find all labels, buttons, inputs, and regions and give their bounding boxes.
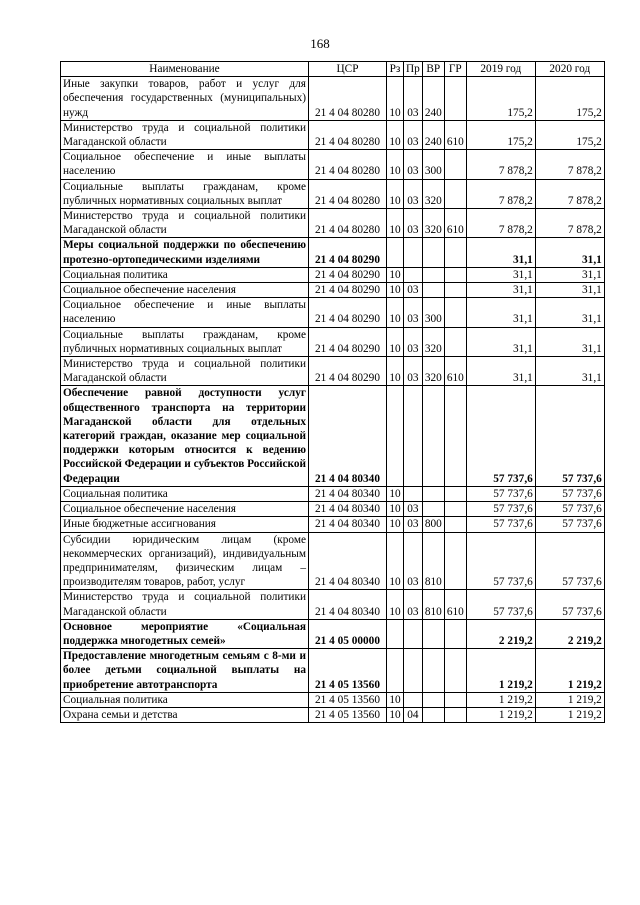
- row-name: Социальное обеспечение и иные выплаты населению: [61, 298, 309, 327]
- table-row: [61, 619, 605, 648]
- row-rz: 10: [387, 502, 404, 517]
- row-pr: [404, 267, 423, 282]
- row-name: Обеспечение равной доступности услуг общественного транспорта на территории Магаданской области для отдельных категорий граждан, оказание мер социальной поддержки которым относится к ведению Российской Федерации и субъектов Российской Федерации: [61, 386, 309, 486]
- table-row: [61, 327, 605, 356]
- row-2019: 57 737,6: [466, 590, 535, 619]
- row-gr: [444, 298, 466, 327]
- row-2020: 57 737,6: [535, 486, 604, 501]
- row-vr: [422, 692, 444, 707]
- row-name: Субсидии юридическим лицам (кроме некоммерческих организаций), индивидуальным предпринимателям, физическим лицам – производителям товаров, работ, услуг: [61, 532, 309, 590]
- row-pr: [404, 386, 423, 486]
- row-gr: [444, 502, 466, 517]
- row-gr: 610: [444, 590, 466, 619]
- row-rz: 10: [387, 77, 404, 121]
- row-pr: 03: [404, 517, 423, 532]
- row-pr: [404, 486, 423, 501]
- row-vr: 300: [422, 298, 444, 327]
- row-2020: 57 737,6: [535, 532, 604, 590]
- row-rz: 10: [387, 179, 404, 208]
- row-gr: 610: [444, 120, 466, 149]
- row-rz: 10: [387, 532, 404, 590]
- row-name: Социальные выплаты гражданам, кроме публичных нормативных социальных выплат: [61, 327, 309, 356]
- row-vr: [422, 238, 444, 267]
- row-rz: 10: [387, 590, 404, 619]
- row-2020: 7 878,2: [535, 150, 604, 179]
- row-pr: 04: [404, 707, 423, 722]
- row-rz: [387, 619, 404, 648]
- table-row: [61, 267, 605, 282]
- row-gr: [444, 486, 466, 501]
- row-csr: 21 4 04 80280: [309, 209, 387, 238]
- row-gr: [444, 283, 466, 298]
- row-pr: 03: [404, 532, 423, 590]
- row-2019: 57 737,6: [466, 486, 535, 501]
- table-row: [61, 238, 605, 267]
- row-csr: 21 4 04 80290: [309, 267, 387, 282]
- row-rz: [387, 649, 404, 693]
- row-2020: 175,2: [535, 77, 604, 121]
- row-rz: 10: [387, 486, 404, 501]
- row-csr: 21 4 05 13560: [309, 649, 387, 693]
- header-pr: Пр: [404, 62, 423, 77]
- row-csr: 21 4 04 80280: [309, 150, 387, 179]
- header-rz: Рз: [387, 62, 404, 77]
- row-vr: [422, 649, 444, 693]
- row-pr: 03: [404, 590, 423, 619]
- row-csr: 21 4 05 13560: [309, 692, 387, 707]
- row-gr: [444, 238, 466, 267]
- row-2020: 31,1: [535, 298, 604, 327]
- table-row: [61, 386, 605, 486]
- row-name: Социальная политика: [61, 692, 309, 707]
- row-pr: 03: [404, 283, 423, 298]
- row-2020: 31,1: [535, 283, 604, 298]
- row-rz: 10: [387, 283, 404, 298]
- row-2019: 175,2: [466, 77, 535, 121]
- row-2019: 57 737,6: [466, 502, 535, 517]
- table-row: [61, 532, 605, 590]
- row-gr: [444, 150, 466, 179]
- table-row: [61, 649, 605, 693]
- row-pr: [404, 238, 423, 267]
- row-2020: 1 219,2: [535, 692, 604, 707]
- row-name: Основное мероприятие «Социальная поддержка многодетных семей»: [61, 619, 309, 648]
- row-vr: [422, 386, 444, 486]
- row-gr: [444, 386, 466, 486]
- row-name: Социальная политика: [61, 267, 309, 282]
- row-2019: 1 219,2: [466, 707, 535, 722]
- table-row: [61, 120, 605, 149]
- table-row: [61, 357, 605, 386]
- table-row: [61, 502, 605, 517]
- row-2020: 2 219,2: [535, 619, 604, 648]
- header-gr: ГР: [444, 62, 466, 77]
- row-pr: 03: [404, 77, 423, 121]
- row-2019: 1 219,2: [466, 692, 535, 707]
- row-csr: 21 4 04 80340: [309, 502, 387, 517]
- row-rz: 10: [387, 267, 404, 282]
- row-csr: 21 4 04 80290: [309, 298, 387, 327]
- row-vr: [422, 619, 444, 648]
- row-rz: 10: [387, 298, 404, 327]
- table-header-row: [61, 62, 605, 77]
- row-2019: 31,1: [466, 283, 535, 298]
- row-rz: 10: [387, 209, 404, 238]
- row-csr: 21 4 04 80280: [309, 179, 387, 208]
- header-2020: 2020 год: [535, 62, 604, 77]
- row-2020: 7 878,2: [535, 209, 604, 238]
- row-pr: 03: [404, 150, 423, 179]
- row-csr: 21 4 05 13560: [309, 707, 387, 722]
- table-row: [61, 283, 605, 298]
- row-gr: [444, 649, 466, 693]
- row-gr: [444, 327, 466, 356]
- header-2019: 2019 год: [466, 62, 535, 77]
- row-rz: 10: [387, 692, 404, 707]
- row-pr: [404, 619, 423, 648]
- row-vr: 240: [422, 77, 444, 121]
- row-csr: 21 4 04 80340: [309, 532, 387, 590]
- table-body: [61, 77, 605, 723]
- row-2019: 57 737,6: [466, 517, 535, 532]
- page-number: 168: [310, 36, 330, 51]
- row-name: Социальное обеспечение населения: [61, 283, 309, 298]
- row-vr: [422, 486, 444, 501]
- row-2020: 31,1: [535, 327, 604, 356]
- row-name: Меры социальной поддержки по обеспечению протезно-ортопедическими изделиями: [61, 238, 309, 267]
- row-gr: [444, 619, 466, 648]
- row-2020: 57 737,6: [535, 517, 604, 532]
- table-row: [61, 692, 605, 707]
- row-name: Социальные выплаты гражданам, кроме публичных нормативных социальных выплат: [61, 179, 309, 208]
- table-row: [61, 150, 605, 179]
- row-rz: 10: [387, 150, 404, 179]
- table-row: [61, 707, 605, 722]
- row-csr: 21 4 04 80340: [309, 590, 387, 619]
- row-vr: 320: [422, 327, 444, 356]
- row-pr: 03: [404, 298, 423, 327]
- row-name: Иные бюджетные ассигнования: [61, 517, 309, 532]
- row-2020: 175,2: [535, 120, 604, 149]
- row-vr: 300: [422, 150, 444, 179]
- row-pr: 03: [404, 357, 423, 386]
- row-rz: 10: [387, 517, 404, 532]
- row-2019: 1 219,2: [466, 649, 535, 693]
- table-row: [61, 517, 605, 532]
- row-2019: 57 737,6: [466, 532, 535, 590]
- row-csr: 21 4 04 80340: [309, 517, 387, 532]
- table-row: [61, 209, 605, 238]
- row-2020: 31,1: [535, 357, 604, 386]
- row-gr: [444, 707, 466, 722]
- row-gr: [444, 532, 466, 590]
- row-2019: 57 737,6: [466, 386, 535, 486]
- row-pr: 03: [404, 502, 423, 517]
- row-name: Социальное обеспечение населения: [61, 502, 309, 517]
- row-vr: 800: [422, 517, 444, 532]
- row-gr: [444, 267, 466, 282]
- row-vr: 320: [422, 179, 444, 208]
- row-vr: 810: [422, 590, 444, 619]
- row-name: Министерство труда и социальной политики Магаданской области: [61, 590, 309, 619]
- row-2019: 31,1: [466, 238, 535, 267]
- row-2020: 1 219,2: [535, 707, 604, 722]
- row-csr: 21 4 04 80290: [309, 327, 387, 356]
- row-csr: 21 4 04 80280: [309, 120, 387, 149]
- table-row: [61, 77, 605, 121]
- row-rz: 10: [387, 357, 404, 386]
- row-rz: [387, 238, 404, 267]
- row-2020: 57 737,6: [535, 502, 604, 517]
- row-gr: [444, 692, 466, 707]
- row-rz: [387, 386, 404, 486]
- header-csr: ЦСР: [309, 62, 387, 77]
- row-pr: [404, 649, 423, 693]
- row-name: Иные закупки товаров, работ и услуг для обеспечения государственных (муниципальных) нужд: [61, 77, 309, 121]
- row-2020: 1 219,2: [535, 649, 604, 693]
- row-name: Министерство труда и социальной политики Магаданской области: [61, 120, 309, 149]
- row-vr: 320: [422, 357, 444, 386]
- row-2020: 31,1: [535, 238, 604, 267]
- row-2020: 31,1: [535, 267, 604, 282]
- row-csr: 21 4 05 00000: [309, 619, 387, 648]
- row-pr: 03: [404, 327, 423, 356]
- row-2019: 175,2: [466, 120, 535, 149]
- row-gr: [444, 517, 466, 532]
- table-row: [61, 298, 605, 327]
- row-vr: 320: [422, 209, 444, 238]
- row-gr: [444, 77, 466, 121]
- header-vr: ВР: [422, 62, 444, 77]
- row-2019: 31,1: [466, 298, 535, 327]
- row-vr: 240: [422, 120, 444, 149]
- row-2020: 57 737,6: [535, 386, 604, 486]
- row-2019: 7 878,2: [466, 150, 535, 179]
- row-name: Министерство труда и социальной политики Магаданской области: [61, 357, 309, 386]
- row-csr: 21 4 04 80290: [309, 283, 387, 298]
- row-gr: [444, 179, 466, 208]
- row-2019: 2 219,2: [466, 619, 535, 648]
- row-vr: [422, 502, 444, 517]
- row-2020: 57 737,6: [535, 590, 604, 619]
- row-2020: 7 878,2: [535, 179, 604, 208]
- row-2019: 7 878,2: [466, 209, 535, 238]
- row-rz: 10: [387, 707, 404, 722]
- table-row: [61, 179, 605, 208]
- row-name: Предоставление многодетным семьям с 8-ми и более детьми социальной выплаты на приобретение автотранспорта: [61, 649, 309, 693]
- row-gr: 610: [444, 357, 466, 386]
- row-pr: [404, 692, 423, 707]
- table-row: [61, 486, 605, 501]
- row-pr: 03: [404, 120, 423, 149]
- header-name: Наименование: [61, 62, 309, 77]
- row-csr: 21 4 04 80280: [309, 77, 387, 121]
- row-name: Охрана семьи и детства: [61, 707, 309, 722]
- table-row: [61, 590, 605, 619]
- row-vr: [422, 707, 444, 722]
- row-2019: 31,1: [466, 327, 535, 356]
- row-gr: 610: [444, 209, 466, 238]
- row-vr: 810: [422, 532, 444, 590]
- row-csr: 21 4 04 80340: [309, 386, 387, 486]
- row-csr: 21 4 04 80290: [309, 238, 387, 267]
- row-name: Социальная политика: [61, 486, 309, 501]
- row-rz: 10: [387, 327, 404, 356]
- row-pr: 03: [404, 179, 423, 208]
- row-2019: 7 878,2: [466, 179, 535, 208]
- row-vr: [422, 267, 444, 282]
- row-name: Социальное обеспечение и иные выплаты населению: [61, 150, 309, 179]
- row-rz: 10: [387, 120, 404, 149]
- row-vr: [422, 283, 444, 298]
- row-2019: 31,1: [466, 267, 535, 282]
- row-name: Министерство труда и социальной политики Магаданской области: [61, 209, 309, 238]
- budget-table: [60, 61, 605, 723]
- row-2019: 31,1: [466, 357, 535, 386]
- row-csr: 21 4 04 80340: [309, 486, 387, 501]
- row-pr: 03: [404, 209, 423, 238]
- row-csr: 21 4 04 80290: [309, 357, 387, 386]
